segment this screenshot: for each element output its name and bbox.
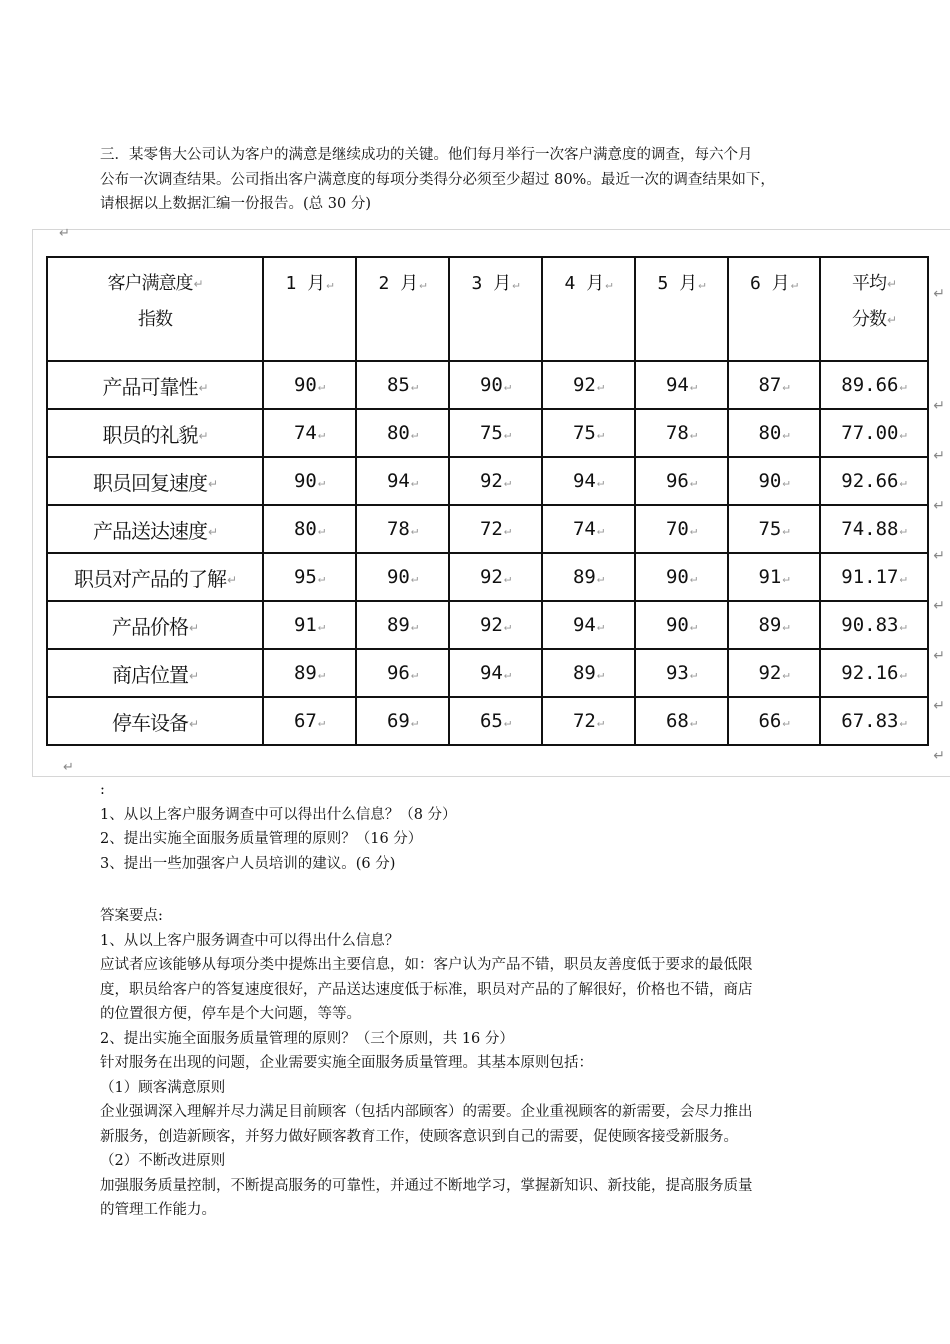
return-mark: ↵	[63, 760, 74, 775]
value-cell: 94↵	[635, 361, 728, 409]
header-month: 6 月↵	[728, 257, 820, 361]
return-mark: ↵	[59, 226, 70, 241]
average-cell: 90.83↵	[820, 601, 928, 649]
intro-line: 请根据以上数据汇编一份报告。(总 30 分)	[100, 196, 371, 212]
value-cell: 74↵	[542, 505, 635, 553]
value-cell: 72↵	[449, 505, 542, 553]
question-item: 1、从以上客户服务调查中可以得出什么信息？（8 分）	[100, 806, 457, 823]
value-cell: 68↵	[635, 697, 728, 745]
answers-section	[100, 904, 865, 1223]
value-cell: 69↵	[356, 697, 449, 745]
question-item: 2、提出实施全面服务质量管理的原则？（16 分）	[100, 831, 423, 847]
value-cell: 75↵	[728, 505, 820, 553]
satisfaction-table	[46, 256, 929, 746]
row-label-cell: 职员的礼貌↵	[47, 409, 263, 457]
value-cell: 96↵	[356, 649, 449, 697]
value-cell: 65↵	[449, 697, 542, 745]
value-cell: 89↵	[728, 601, 820, 649]
answer-line: 加强服务质量控制，不断提高服务的可靠性，并通过不断地学习，掌握新知识、新技能，提高服务质量	[100, 1177, 753, 1194]
table-row	[47, 457, 928, 505]
value-cell: 92↵	[449, 457, 542, 505]
answer-line: 针对服务在出现的问题，企业需要实施全面服务质量管理。其基本原则包括：	[100, 1055, 593, 1071]
value-cell: 96↵	[635, 457, 728, 505]
table-row	[47, 697, 928, 745]
average-cell: 89.66↵	[820, 361, 928, 409]
row-label-cell: 职员回复速度↵	[47, 457, 263, 505]
intro-paragraph	[100, 143, 865, 217]
value-cell: 66↵	[728, 697, 820, 745]
average-cell: 67.83↵	[820, 697, 928, 745]
answer-line: 1、从以上客户服务调查中可以得出什么信息？	[100, 932, 400, 949]
row-end-mark: ↵	[933, 398, 945, 414]
value-cell: 90↵	[449, 361, 542, 409]
answer-line: 度，职员给客户的答复速度很好，产品送达速度低于标准，职员对产品的了解很好，价格也不错，商店	[100, 981, 753, 998]
row-end-mark: ↵	[933, 448, 945, 464]
value-cell: 90↵	[263, 457, 356, 505]
value-cell: 92↵	[728, 649, 820, 697]
value-cell: 75↵	[449, 409, 542, 457]
row-end-mark: ↵	[933, 286, 945, 302]
row-label-cell: 产品送达速度↵	[47, 505, 263, 553]
value-cell: 94↵	[356, 457, 449, 505]
header-month: 1 月↵	[263, 257, 356, 361]
answer-line: 2、提出实施全面服务质量管理的原则？（三个原则，共 16 分）	[100, 1030, 514, 1047]
table-header-row	[47, 257, 928, 361]
value-cell: 89↵	[263, 649, 356, 697]
row-label-cell: 产品价格↵	[47, 601, 263, 649]
average-cell: 74.88↵	[820, 505, 928, 553]
value-cell: 91↵	[728, 553, 820, 601]
answer-line: （1）顾客满意原则	[100, 1079, 226, 1096]
row-end-mark: ↵	[933, 698, 945, 714]
answer-line: （2）不断改进原则	[100, 1153, 226, 1169]
table-row	[47, 361, 928, 409]
row-end-mark: ↵	[933, 548, 945, 564]
colon-mark: :	[100, 782, 105, 798]
value-cell: 93↵	[635, 649, 728, 697]
average-cell: 92.16↵	[820, 649, 928, 697]
value-cell: 90↵	[635, 601, 728, 649]
value-cell: 91↵	[263, 601, 356, 649]
value-cell: 89↵	[356, 601, 449, 649]
value-cell: 87↵	[728, 361, 820, 409]
value-cell: 78↵	[635, 409, 728, 457]
value-cell: 89↵	[542, 649, 635, 697]
value-cell: 90↵	[728, 457, 820, 505]
value-cell: 80↵	[356, 409, 449, 457]
value-cell: 94↵	[449, 649, 542, 697]
answer-line: 应试者应该能够从每项分类中提炼出主要信息，如：客户认为产品不错，职员友善度低于要求的最低限	[100, 957, 753, 973]
average-cell: 91.17↵	[820, 553, 928, 601]
answer-heading: 答案要点:	[100, 908, 163, 924]
table-row	[47, 505, 928, 553]
row-label-cell: 职员对产品的了解↵	[47, 553, 263, 601]
value-cell: 78↵	[356, 505, 449, 553]
average-cell: 77.00↵	[820, 409, 928, 457]
header-month: 3 月↵	[449, 257, 542, 361]
value-cell: 92↵	[449, 601, 542, 649]
table-body	[47, 361, 928, 745]
value-cell: 92↵	[542, 361, 635, 409]
value-cell: 94↵	[542, 601, 635, 649]
value-cell: 90↵	[356, 553, 449, 601]
table-row	[47, 649, 928, 697]
table-row	[47, 409, 928, 457]
value-cell: 85↵	[356, 361, 449, 409]
intro-line: 公布一次调查结果。公司指出客户满意度的每项分类得分必须至少超过 80%。最近一次的调查结果如下，	[100, 171, 775, 188]
row-end-mark: ↵	[933, 748, 945, 764]
row-label-cell: 停车设备↵	[47, 697, 263, 745]
row-end-mark: ↵	[933, 498, 945, 514]
value-cell: 90↵	[263, 361, 356, 409]
row-label-cell: 商店位置↵	[47, 649, 263, 697]
answer-line: 的管理工作能力。	[100, 1202, 216, 1218]
value-cell: 94↵	[542, 457, 635, 505]
answer-line: 的位置很方便，停车是个大问题，等等。	[100, 1006, 361, 1022]
header-month: 4 月↵	[542, 257, 635, 361]
header-month: 2 月↵	[356, 257, 449, 361]
answer-line: 企业强调深入理解并尽力满足目前顾客（包括内部顾客）的需要。企业重视顾客的新需要，会尽力推出	[100, 1104, 753, 1120]
header-label-cell: 客户满意度↵ 指数	[47, 257, 263, 361]
value-cell: 70↵	[635, 505, 728, 553]
value-cell: 80↵	[263, 505, 356, 553]
questions-section	[100, 778, 865, 876]
row-end-mark: ↵	[933, 598, 945, 614]
value-cell: 72↵	[542, 697, 635, 745]
survey-table-image	[32, 226, 950, 777]
answer-line: 新服务，创造新顾客，并努力做好顾客教育工作，使顾客意识到自己的需要，促使顾客接受新服务。	[100, 1128, 738, 1145]
value-cell: 80↵	[728, 409, 820, 457]
value-cell: 89↵	[542, 553, 635, 601]
value-cell: 92↵	[449, 553, 542, 601]
question-item: 3、提出一些加强客户人员培训的建议。(6 分)	[100, 855, 396, 872]
value-cell: 74↵	[263, 409, 356, 457]
header-average: 平均↵ 分数↵	[820, 257, 928, 361]
value-cell: 75↵	[542, 409, 635, 457]
table-row	[47, 601, 928, 649]
header-month: 5 月↵	[635, 257, 728, 361]
average-cell: 92.66↵	[820, 457, 928, 505]
value-cell: 90↵	[635, 553, 728, 601]
row-end-mark: ↵	[933, 648, 945, 664]
intro-line: 三．某零售大公司认为客户的满意是继续成功的关键。他们每月举行一次客户满意度的调查，每六个月	[100, 147, 753, 163]
value-cell: 67↵	[263, 697, 356, 745]
row-label-cell: 产品可靠性↵	[47, 361, 263, 409]
value-cell: 95↵	[263, 553, 356, 601]
table-row	[47, 553, 928, 601]
